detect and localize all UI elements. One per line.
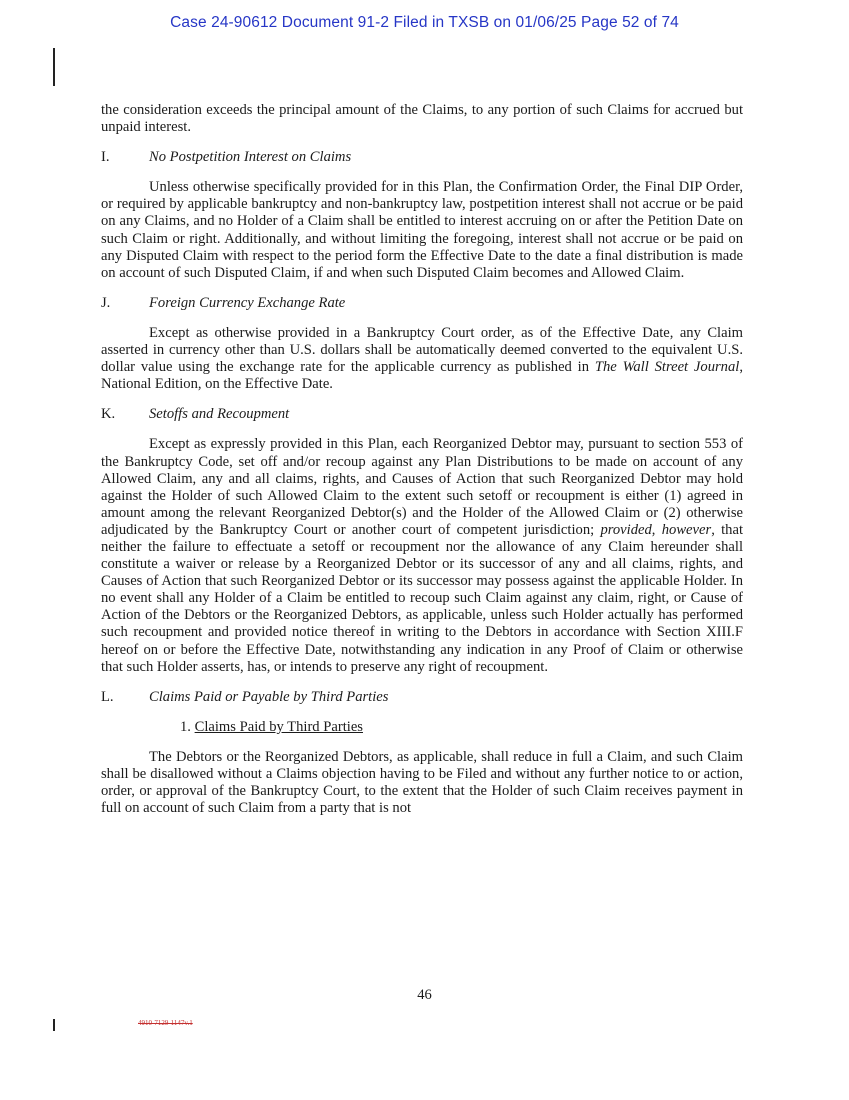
section-title: Setoffs and Recoupment xyxy=(149,406,290,423)
page-number: 46 xyxy=(417,987,432,1003)
section-heading-i xyxy=(101,149,743,166)
section-letter: L. xyxy=(101,688,114,705)
case-header: Case 24-90612 Document 91-2 Filed in TXSB on 01/06/25 Page 52 of 74 xyxy=(170,14,679,31)
section-i-paragraph: Unless otherwise specifically provided for in this Plan, the Confirmation Order, the Final DIP Order, or required by applicable bankruptcy and non-bankruptcy law, postpetition interest shall not accrue or be paid on any Claims, and no Holder of a Claim shall be entitled to interest accruing on or after the Petition Date on such Claim or right. Additionally, and without limiting the foregoing, interest shall not accrue or be paid on any Disputed Claim with respect to the period form the Effective Date to the date a final distribution is made on account of such Disputed Claim, if and when such Disputed Claim becomes and Allowed Claim. xyxy=(101,179,743,281)
text-run: , National Edition, on the Effective Date. xyxy=(101,359,743,393)
subsection-title: Claims Paid by Third Parties xyxy=(194,718,363,735)
section-letter: I. xyxy=(101,149,110,166)
section-j-paragraph xyxy=(101,325,743,393)
subsection-number: 1. xyxy=(180,718,191,735)
italic-run: The Wall Street Journal xyxy=(594,359,740,376)
italic-run: however xyxy=(661,521,712,538)
text-run: , that neither the failure to effectuate a setoff or recoupment nor the allowance of any Claim hereunder shall constitute a waiver or release by a Reorganized Debtor or its successor of any and all claims, rights, and Causes of Action that such Reorganized Debtor or its successor may possess against the applicable Holder. In no event shall any Holder of a Claim be entitled to recoup such Claim against any claim, right, or Cause of Action of the Debtors or the Reorganized Debtors, as applicable, unless such Holder actually has performed such recoupment and provided notice thereof in writing to the Debtors in accordance with Section XIII.F hereof on or before the Effective Date, notwithstanding any indication in any Proof of Claim or otherwise that such Holder asserts, has, or intends to preserve any right of recoupment. xyxy=(101,521,743,675)
section-title: No Postpetition Interest on Claims xyxy=(149,149,352,166)
section-heading-l xyxy=(101,689,743,706)
document-body xyxy=(101,102,743,817)
section-title: Foreign Currency Exchange Rate xyxy=(149,294,346,311)
section-k-paragraph xyxy=(101,436,743,675)
section-l-paragraph: The Debtors or the Reorganized Debtors, as applicable, shall reduce in full a Claim, and such Claim shall be disallowed without a Claims objection having to be Filed and without any further notice to or action, order, or approval of the Bankruptcy Court, to the extent that the Holder of such Claim receives payment in full on account of such Claim from a party that is not xyxy=(101,748,743,817)
continuation-paragraph: the consideration exceeds the principal amount of the Claims, to any portion of such Claims for accrued but unpaid interest. xyxy=(101,102,743,136)
section-title: Claims Paid or Payable by Third Parties xyxy=(149,688,389,705)
italic-run: provided xyxy=(600,521,652,538)
section-heading-k xyxy=(101,406,743,423)
change-bar xyxy=(53,1019,55,1031)
text-run: Except as expressly provided in this Plan, each Reorganized Debtor may, pursuant to section 553 of the Bankruptcy Code, set off and/or recoup against any Plan Distributions to be made on account of any Allowed Claim, any and all claims, rights, and Causes of Action that such Reorganized Debtor may hold against the Holder of such Allowed Claim to the extent such setoff or recoupment is either (1) agreed in amount among the relevant Reorganized Debtor(s) and the Holder of the Allowed Claim or (2) otherwise adjudicated by the Bankruptcy Court or another court of competent jurisdiction; xyxy=(101,436,743,538)
document-id: 4910-7129-1147v.1 xyxy=(138,1019,193,1027)
section-letter: J. xyxy=(101,294,111,311)
text-run: , xyxy=(651,521,662,538)
section-heading-j xyxy=(101,295,743,312)
subsection-heading xyxy=(180,719,743,736)
text-run: Except as otherwise provided in a Bankruptcy Court order, as of the Effective Date, any Claim asserted in currency other than U.S. dollars shall be automatically deemed converted to the equivalent U.S. dollar value using the exchange rate for the applicable currency as published in xyxy=(101,324,743,376)
change-bar xyxy=(53,48,55,86)
section-letter: K. xyxy=(101,406,116,423)
